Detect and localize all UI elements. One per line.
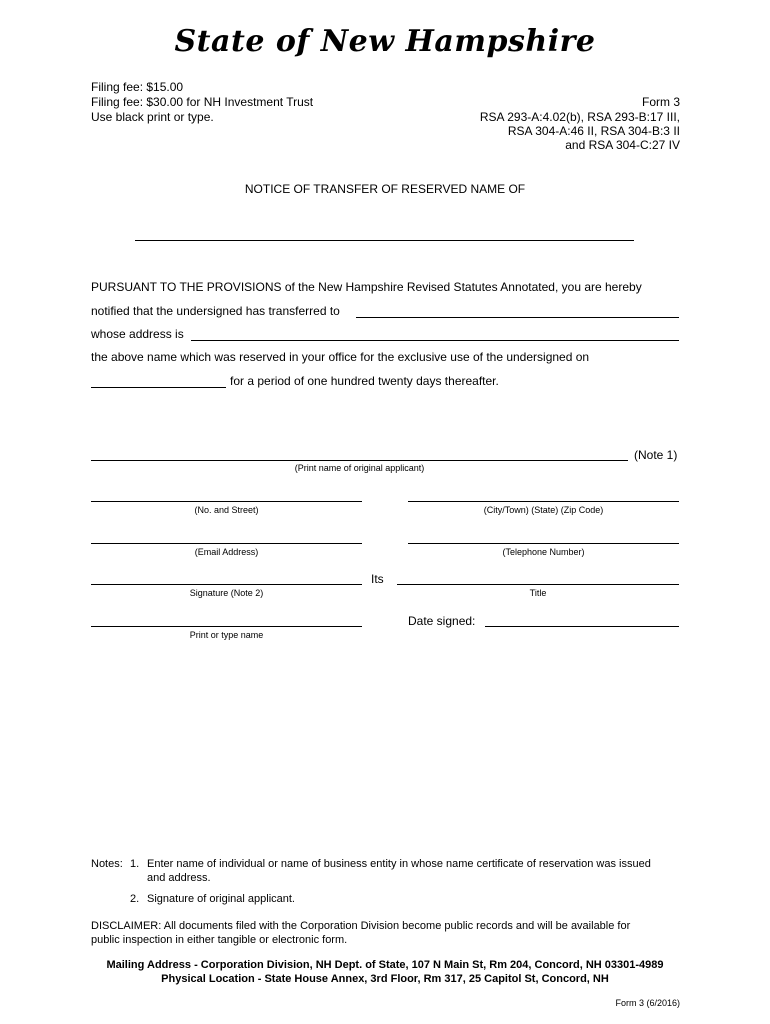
title-field[interactable] — [397, 584, 679, 585]
note-1-number: 1. — [130, 858, 140, 870]
notes-label: Notes: — [91, 858, 123, 870]
note-2-text: Signature of original applicant. — [147, 893, 295, 905]
form-version: Form 3 (6/2016) — [615, 998, 680, 1008]
date-signed-field[interactable] — [485, 626, 679, 627]
date-signed-label: Date signed: — [408, 614, 476, 628]
note-1-text-cont: and address. — [147, 872, 211, 884]
title-label: Title — [529, 588, 547, 598]
form-number: Form 3 — [641, 95, 680, 109]
reserved-name-field[interactable] — [135, 240, 634, 241]
disclaimer-line-1: DISCLAIMER: All documents filed with the Corporation Division become public records and will be available for — [91, 920, 631, 932]
reservation-date-field[interactable] — [91, 387, 226, 388]
physical-location: Physical Location - State House Annex, 3rd Floor, Rm 317, 25 Capitol St, Concord, NH — [161, 973, 609, 985]
print-name-original-label: (Print name of original applicant) — [294, 463, 425, 473]
original-applicant-name-field[interactable] — [91, 460, 628, 461]
rsa-reference-2: RSA 304-A:46 II, RSA 304-B:3 II — [507, 124, 680, 138]
telephone-field[interactable] — [408, 543, 679, 544]
city-state-zip-field[interactable] — [408, 501, 679, 502]
note-1-text: Enter name of individual or name of business entity in whose name certificate of reservation was issued — [147, 858, 651, 870]
street-label: (No. and Street) — [194, 505, 259, 515]
body-line-4: the above name which was reserved in your office for the exclusive use of the undersigned on — [91, 350, 590, 364]
note-1-ref: (Note 1) — [634, 448, 678, 462]
mailing-address: Mailing Address - Corporation Division, NH Dept. of State, 107 N Main St, Rm 204, Concord, NH 03301-4989 — [106, 959, 664, 971]
filing-fee-1: Filing fee: $15.00 — [91, 80, 184, 94]
body-line-2: notified that the undersigned has transferred to — [91, 304, 340, 318]
city-state-zip-label: (City/Town) (State) (Zip Code) — [483, 505, 604, 515]
print-instruction: Use black print or type. — [91, 110, 214, 124]
print-type-name-label: Print or type name — [189, 630, 264, 640]
transferee-address-field[interactable] — [191, 340, 679, 341]
print-type-name-field[interactable] — [91, 626, 362, 627]
filing-fee-2: Filing fee: $30.00 for NH Investment Trust — [91, 95, 314, 109]
telephone-label: (Telephone Number) — [502, 547, 585, 557]
note-2-number: 2. — [130, 893, 140, 905]
signature-field[interactable] — [91, 584, 362, 585]
page-title: State of New Hampshire — [174, 24, 596, 59]
body-line-5: for a period of one hundred twenty days thereafter. — [230, 374, 499, 388]
transferee-name-field[interactable] — [356, 317, 679, 318]
body-line-3: whose address is — [91, 327, 184, 341]
rsa-reference-1: RSA 293-A:4.02(b), RSA 293-B:17 III, — [479, 110, 680, 124]
street-field[interactable] — [91, 501, 362, 502]
signature-label: Signature (Note 2) — [189, 588, 264, 598]
body-line-1: PURSUANT TO THE PROVISIONS of the New Hampshire Revised Statutes Annotated, you are hereby — [91, 280, 642, 294]
rsa-reference-3: and RSA 304-C:27 IV — [565, 138, 680, 152]
its-label: Its — [371, 572, 384, 586]
email-label: (Email Address) — [194, 547, 259, 557]
disclaimer-line-2: public inspection in either tangible or electronic form. — [91, 934, 348, 946]
notice-title: NOTICE OF TRANSFER OF RESERVED NAME OF — [244, 182, 526, 196]
email-field[interactable] — [91, 543, 362, 544]
